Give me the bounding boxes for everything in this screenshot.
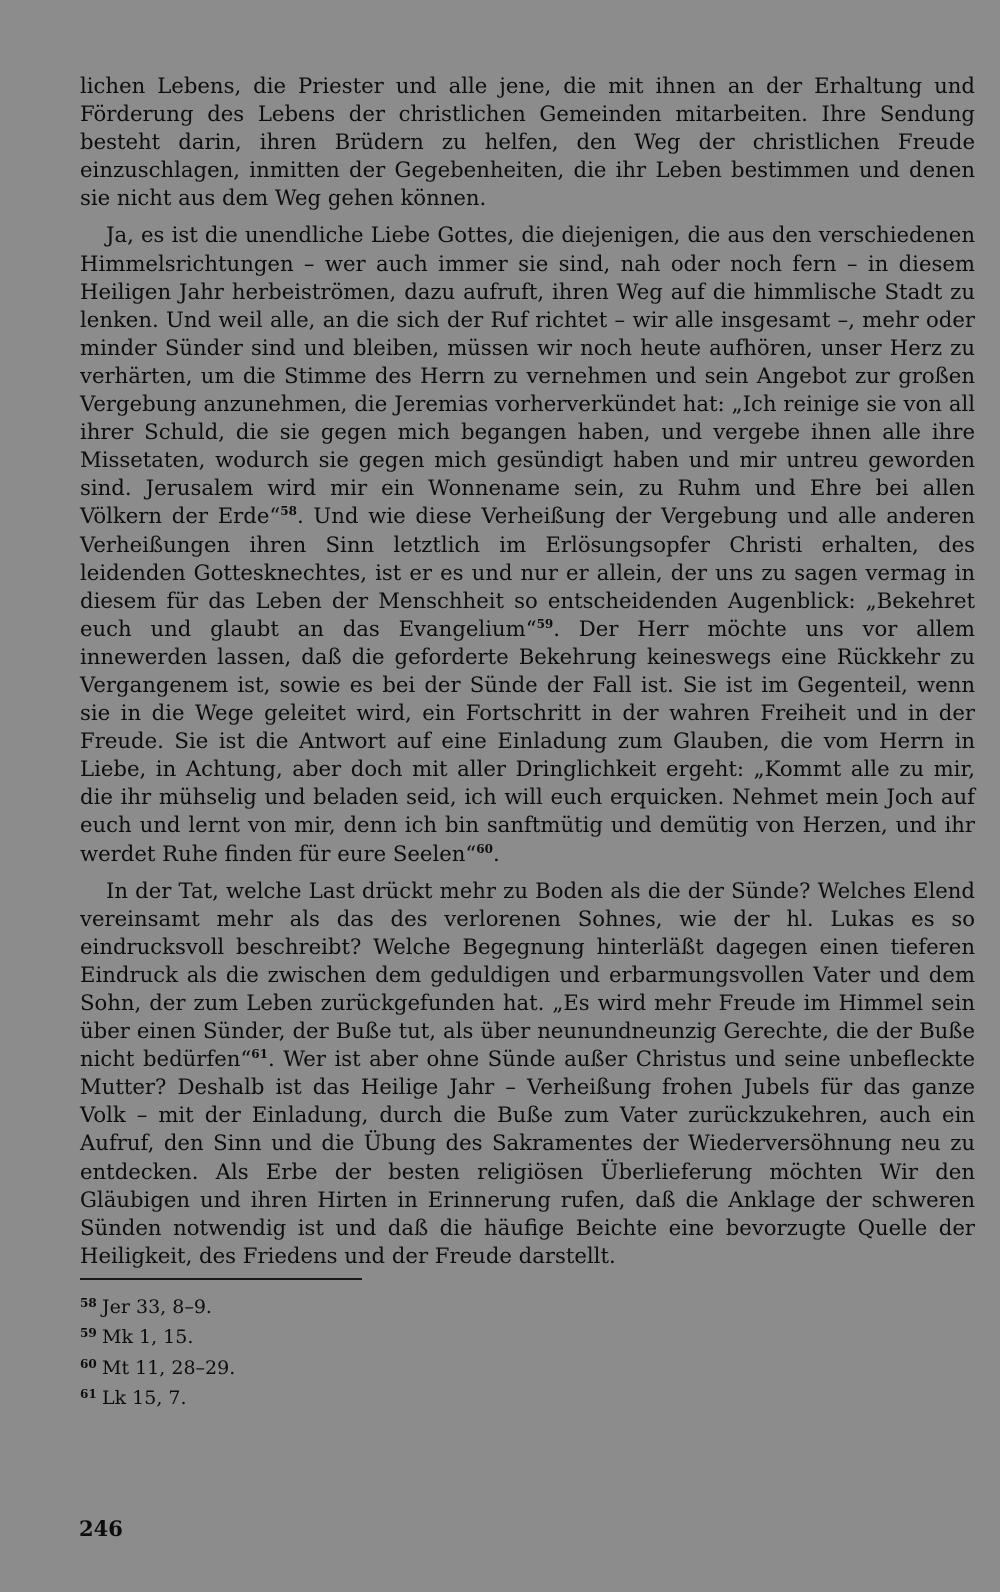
footnote-text: Mt 11, 28–29. bbox=[102, 1356, 236, 1379]
footnote-divider bbox=[80, 1278, 362, 1280]
page-body bbox=[80, 72, 975, 1412]
paragraph-text: lichen Lebens, die Priester und alle jene, die mit ihnen an der Erhaltung und Förderung des Lebens der christlichen Gemeinden mitarbeiten. Ihre Sendung besteht darin, ihren Brüdern zu helfen, den Weg der christlichen Freude einzuschlagen, inmitten der Gegebenheiten, die ihr Leben bestimmen und denen sie nicht aus dem Weg gehen können. bbox=[80, 73, 975, 211]
paragraph-text: . Und wie diese Verheißung der Vergebung und alle anderen Verheißungen ihren Sinn letztlich im Erlösungsopfer Christi erhalten, des leidenden Gottesknechtes, ist er es und nur er allein, der uns zu sagen vermag in diesem für das Leben der Menschheit so entscheidenden Augenblick: „Bekehret euch und glaubt an das Evangelium“ bbox=[80, 503, 975, 641]
footnote-ref: 58 bbox=[280, 504, 297, 519]
paragraph bbox=[80, 221, 975, 867]
footnote-item bbox=[80, 1381, 975, 1412]
paragraph-text: . Der Herr möchte uns vor allem innewerden lassen, daß die geforderte Bekehrung keineswegs eine Rückkehr zu Vergangenem ist, sowie es bei der Sünde der Fall ist. Sie ist im Gegenteil, wenn sie in die Wege geleitet wird, ein Fortschritt in der wahren Freiheit und in der Freude. Sie ist die Antwort auf eine Einladung zum Glauben, die vom Herrn in Liebe, in Achtung, aber doch mit aller Dringlichkeit ergeht: „Kommt alle zu mir, die ihr mühselig und beladen seid, ich will euch erquicken. Nehmet mein Joch auf euch und lernt von mir, denn ich bin sanftmütig und demütig von Herzen, und ihr werdet Ruhe finden für eure Seelen“ bbox=[80, 615, 975, 866]
footnote-number: 59 bbox=[80, 1326, 97, 1341]
footnote-item bbox=[80, 1351, 975, 1382]
footnote-text: Mk 1, 15. bbox=[102, 1326, 194, 1349]
paragraph bbox=[80, 72, 975, 212]
page-number: 246 bbox=[79, 1516, 123, 1541]
footnote-ref: 61 bbox=[251, 1047, 268, 1062]
paragraph-text: Ja, es ist die unendliche Liebe Gottes, die diejenigen, die aus den verschiedenen Himmelsrichtungen – wer auch immer sie sind, nah oder noch fern – in diesem Heiligen Jahr herbeiströmen, dazu aufruft, ihren Weg auf die himmlische Stadt zu lenken. Und weil alle, an die sich der Ruf richtet – wir alle insgesamt –, mehr oder minder Sünder sind und bleiben, müssen wir noch heute aufhören, unser Herz zu verhärten, um die Stimme des Herrn zu vernehmen und sein Angebot zur großen Vergebung anzunehmen, die Jeremias vorherverkündet hat: „Ich reinige sie von all ihrer Schuld, die sie gegen mich begangen haben, und vergebe ihnen alle ihre Missetaten, wodurch sie gegen mich gesündigt haben und mir untreu geworden sind. Jerusalem wird mir ein Wonnename sein, zu Ruhm und Ehre bei allen Völkern der Erde“ bbox=[80, 222, 975, 529]
footnote-ref: 59 bbox=[536, 616, 554, 631]
footnote-number: 60 bbox=[80, 1356, 97, 1371]
paragraph-text: . bbox=[492, 840, 500, 866]
footnote-ref: 60 bbox=[476, 841, 493, 856]
footnote-text: Jer 33, 8–9. bbox=[102, 1295, 212, 1318]
footnote-item bbox=[80, 1320, 975, 1351]
paragraph-text: . Wer ist aber ohne Sünde außer Christus und seine unbefleckte Mutter? Deshalb ist das Heilige Jahr – Verheißung frohen Jubels für das ganze Volk – mit der Einladung, durch die Buße zum Vater zurückzukehren, auch ein Aufruf, den Sinn und die Übung des Sakramentes der Wiederversöhnung neu zu entdecken. Als Erbe der besten religiösen Überlieferung möchten Wir den Gläubigen und ihren Hirten in Erinnerung rufen, daß die Anklage der schweren Sünden notwendig ist und daß die häufige Beichte eine bevorzugte Quelle der Heiligkeit, des Friedens und der Freude darstellt. bbox=[80, 1046, 975, 1268]
paragraph-text: In der Tat, welche Last drückt mehr zu Boden als die der Sünde? Welches Elend vereinsamt mehr als das des verlorenen Sohnes, wie der hl. Lukas es so eindrucksvoll beschreibt? Welche Begegnung hinterläßt dagegen einen tieferen Eindruck als die zwischen dem geduldigen und erbarmungsvollen Vater und dem Sohn, der zum Leben zurückgefunden hat. „Es wird mehr Freude im Himmel sein über einen Sünder, der Buße tut, als über neunundneunzig Gerechte, die der Buße nicht bedürfen“ bbox=[80, 877, 975, 1072]
footnote-text: Lk 15, 7. bbox=[102, 1387, 187, 1410]
footnote-list bbox=[80, 1290, 975, 1412]
paragraph bbox=[80, 877, 975, 1270]
footnote-number: 58 bbox=[80, 1295, 97, 1310]
footnote-item bbox=[80, 1290, 975, 1321]
footnote-number: 61 bbox=[80, 1387, 97, 1402]
